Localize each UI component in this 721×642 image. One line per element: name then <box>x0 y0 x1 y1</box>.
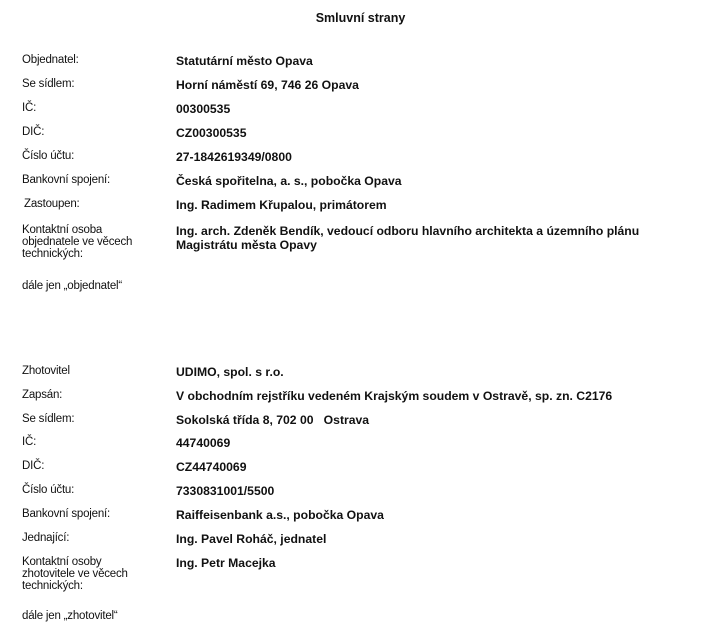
cislo-uctu-value: 7330831001/5500 <box>176 484 275 498</box>
objednatel-note: dále jen „objednatel“ <box>22 280 123 292</box>
se-sidlem-value: Horní náměstí 69, 746 26 Opava <box>176 78 359 92</box>
bankovni-spojeni-value: Česká spořitelna, a. s., pobočka Opava <box>176 174 402 188</box>
ic-label: IČ: <box>22 436 37 448</box>
cislo-uctu-value: 27-1842619349/0800 <box>176 150 292 164</box>
bankovni-spojeni-label: Bankovní spojení: <box>22 508 111 520</box>
jednajici-value: Ing. Pavel Roháč, jednatel <box>176 532 327 546</box>
cislo-uctu-label: Číslo účtu: <box>22 150 75 162</box>
zhotovitel-label: Zhotovitel <box>22 365 70 377</box>
zapsan-value: V obchodním rejstříku vedeném Krajským soudem v Ostravě, sp. zn. C2176 <box>176 389 613 403</box>
dic-label: DIČ: <box>22 126 45 138</box>
se-sidlem-value: Sokolská třída 8, 702 00 Ostrava <box>176 413 370 427</box>
kontaktni-osoby-label: Kontaktní osoby zhotovitele ve věcech technických: <box>22 556 128 592</box>
zastoupen-value: Ing. Radimem Křupalou, primátorem <box>176 198 387 212</box>
zapsan-label: Zapsán: <box>22 389 63 401</box>
page-title: Smluvní strany <box>315 11 406 25</box>
zhotovitel-value: UDIMO, spol. s r.o. <box>176 365 284 379</box>
objednatel-value: Statutární město Opava <box>176 54 313 68</box>
zhotovitel-note: dále jen „zhotovitel“ <box>22 610 118 622</box>
zastoupen-label: Zastoupen: <box>24 198 80 210</box>
dic-value: CZ00300535 <box>176 126 247 140</box>
jednajici-label: Jednající: <box>22 532 70 544</box>
kontaktni-osoby-value: Ing. Petr Macejka <box>176 556 276 570</box>
ic-value: 00300535 <box>176 102 231 116</box>
kontaktni-osoba-label: Kontaktní osoba objednatele ve věcech technických: <box>22 224 133 260</box>
cislo-uctu-label: Číslo účtu: <box>22 484 75 496</box>
bankovni-spojeni-value: Raiffeisenbank a.s., pobočka Opava <box>176 508 384 522</box>
dic-value: CZ44740069 <box>176 460 247 474</box>
se-sidlem-label: Se sídlem: <box>22 78 75 90</box>
se-sidlem-label: Se sídlem: <box>22 413 75 425</box>
ic-value: 44740069 <box>176 436 231 450</box>
kontaktni-osoba-value: Ing. arch. Zdeněk Bendík, vedoucí odboru hlavního architekta a územního plánu Magistrátu města Opavy <box>176 224 640 252</box>
bankovni-spojeni-label: Bankovní spojení: <box>22 174 111 186</box>
ic-label: IČ: <box>22 102 37 114</box>
dic-label: DIČ: <box>22 460 45 472</box>
objednatel-label: Objednatel: <box>22 54 79 66</box>
